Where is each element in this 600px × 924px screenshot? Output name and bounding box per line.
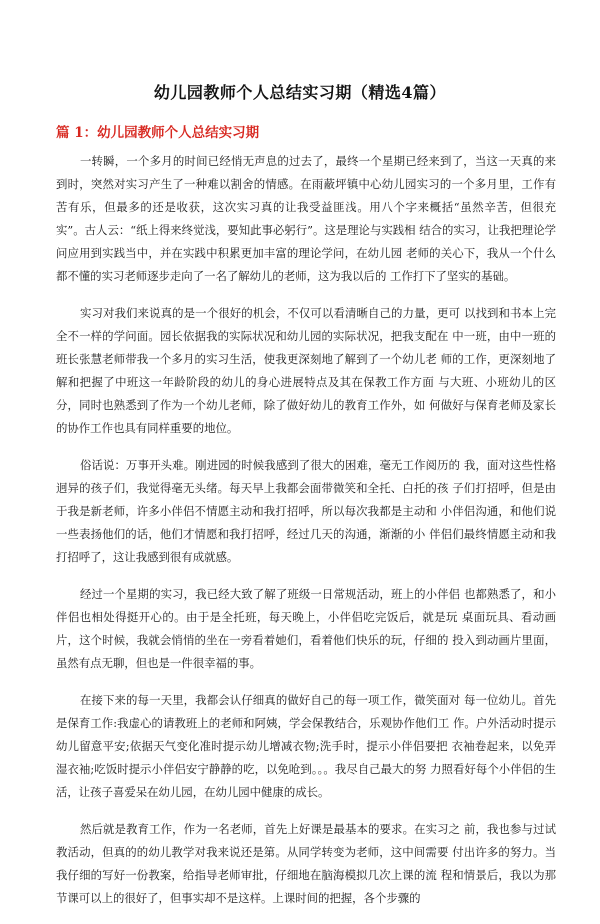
document-title: 幼儿园教师个人总结实习期（精选4篇） [153,83,447,102]
paragraph-2: 实习对我们来说真的是一个很好的机会，不仅可以看清晰自己的力量，更可 以找到和书本上完全不一样的学问面。园长依据我的实际状况和幼儿园的实际状况，把我支配在 中一班，由中一班的班长张慧老师带我一个多月的实习生活，使我更深刻地了解到了一个幼儿老 师的工作，更深刻地了解和把握了中班这一年龄阶段的幼儿的身心进展特点及其在保教工作方面 与大班、小班幼儿的区分，同时也熟悉到了作为一个幼儿老师，除了做好幼儿的教育工作外，如 何做好与保育老师及家长的协作工作也具有同样重要的地位。 [56,306,556,435]
paragraph-6: 然后就是教育工作，作为一名老师，首先上好课是最基本的要求。在实习之 前，我也参与过试教活动，但真的的幼儿教学对我来说还是第。从同学转变为老师，这中间需要 付出许多的努力。当我仔细的写好一份教案，给指导老师审批，仔细地在脑海模拟几次上课的流 程和情景后，我以为那节课可以上的很好了，但事实却不是这样。上课时间的把握，各个步骤的 [56,822,556,905]
paragraph-4: 经过一个星期的实习，我已经大致了解了班级一日常规活动，班上的小伴侣 也都熟悉了，和小伴侣也相处得挺开心的。由于是全托班，每天晚上，小伴侣吃完饭后，就是玩 桌面玩具、看动画片，这个时候，我就会悄悄的坐在一旁看着她们，看着他们快乐的玩，仔细的 投入到动画片里面，虽然有点无聊，但也是一件很幸福的事。 [56,587,556,670]
paragraph-3: 俗话说：万事开头难。刚进园的时候我感到了很大的困难，毫无工作阅历的 我，面对这些性格迥异的孩子们，我觉得毫无头绪。每天早上我都会面带微笑和全托、白托的孩 子们打招呼，但是由于我是新老师，许多小伴侣不情愿主动和我打招呼，所以每次我都是主动和 小伴侣沟通，和他们说一些表扬他们的话，他们才情愿和我打招呼，经过几天的沟通，渐渐的小 伴侣们最终情愿主动和我打招呼了，这让我感到很有成就感。 [56,458,556,564]
section-heading: 篇 1：幼儿园教师个人总结实习期 [56,125,260,141]
body-text [56,150,556,924]
paragraph-5: 在接下来的每一天里，我都会认仔细真的做好自己的每一项工作，微笑面对 每一位幼儿。首先是保育工作:我虚心的请教班上的老师和阿姨，学会保教结合，乐观协作他们工 作。户外活动时提示幼儿留意平安;依据天气变化准时提示幼儿增减衣物;洗手时，提示小伴侣要把 衣袖卷起来，以免弄湿衣袖;吃饭时提示小伴侣安宁静静的吃，以免呛到。。。我尽自己最大的努 力照看好每个小伴侣的生活，让孩子喜爱呆在幼儿园，在幼儿园中健康的成长。 [56,693,556,799]
paragraph-1: 一转瞬，一个多月的时间已经悄无声息的过去了，最终一个星期已经来到了，当这一天真的来到时，突然对实习产生了一种难以割舍的情感。在雨蔽坪镇中心幼儿园实习的一个多月里，工作有苦有乐，但最多的还是收获，这次实习真的让我受益匪浅。用八个字来概括“虽然辛苦，但很充实”。古人云：“纸上得来终觉浅，要知此事必躬行”。这是理论与实践相 结合的实习，让我把理论学问应用到实践当中，并在实践中积累更加丰富的理论学问，在幼儿园 老师的关心下，我从一个什么都不懂的实习老师逐步走向了一名了解幼儿的老师，这为我以后的 工作打下了坚实的基础。 [56,154,556,283]
